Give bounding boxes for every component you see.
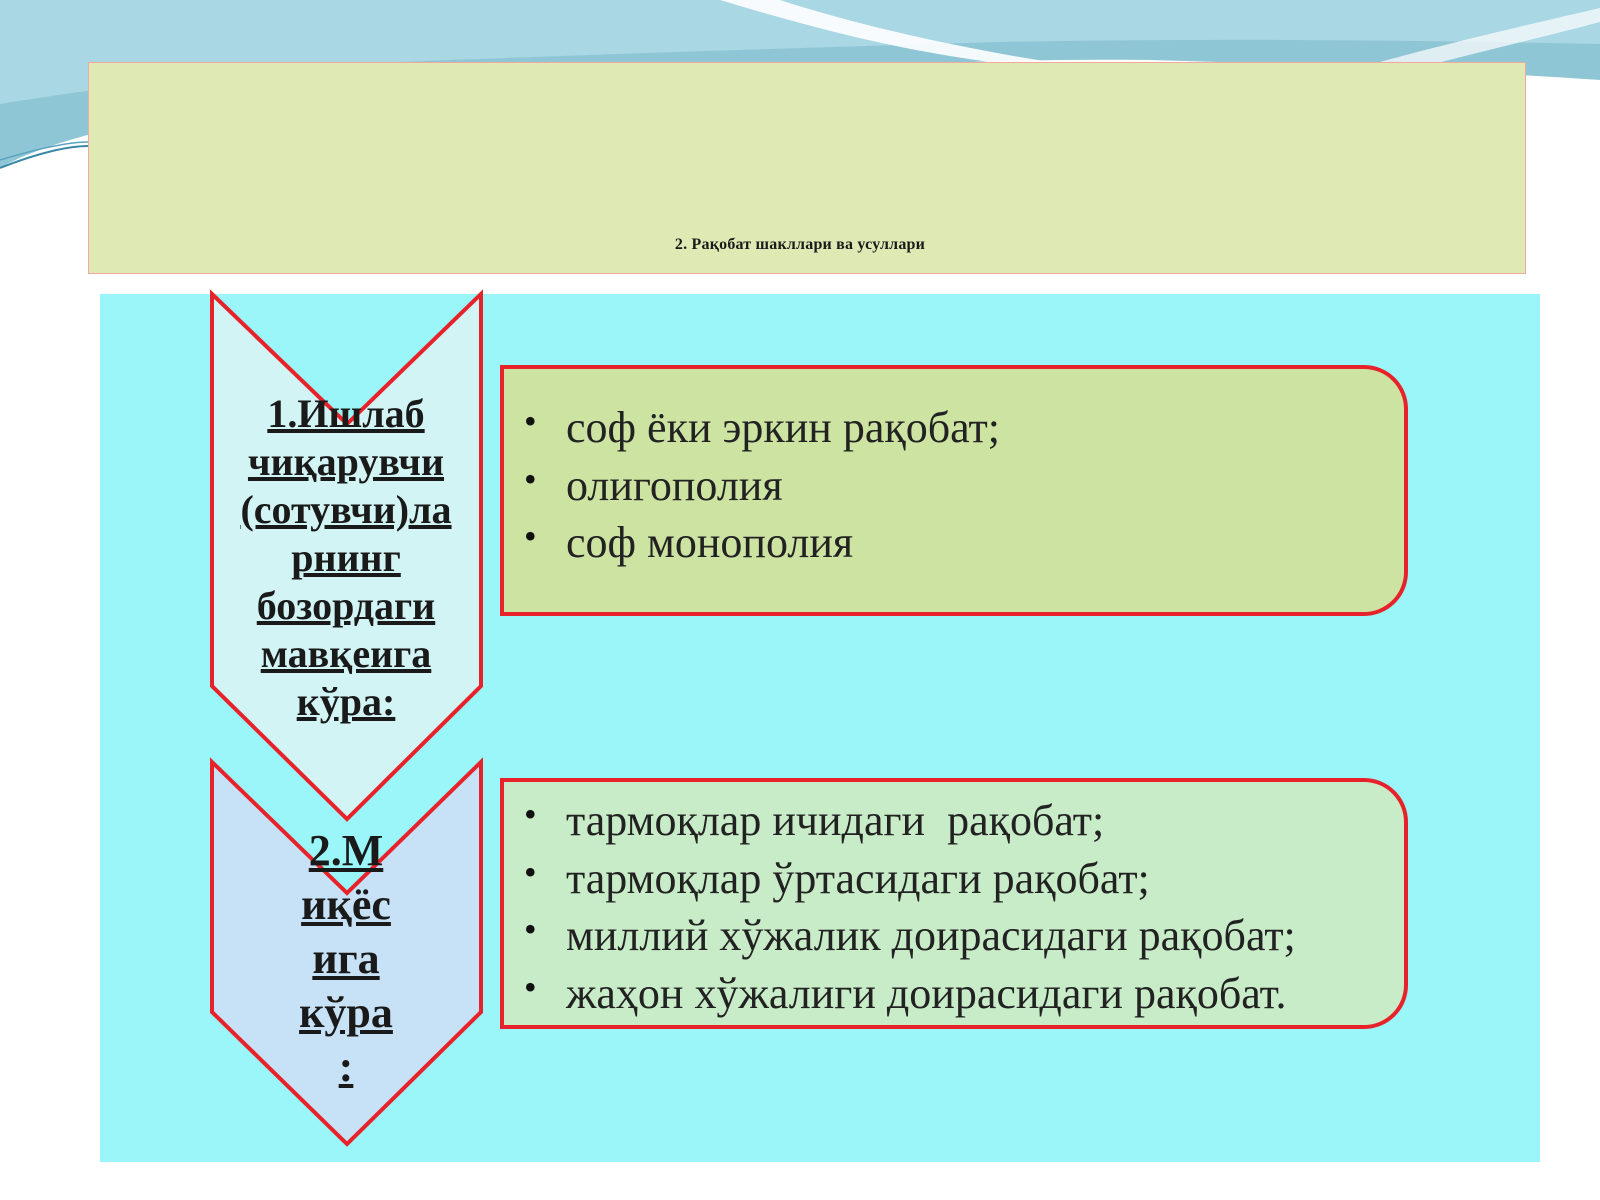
list-item: • соф ёки эркин рақобат; [524, 399, 1000, 457]
category-box-scale [500, 778, 1408, 1029]
list-item: • олигополия [524, 457, 1000, 515]
group-label-position: 1.Ишлаб чиқарувчи (сотувчи)ла рнинг бозордаги мавқеига кўра: [240, 391, 452, 724]
bullet-icon: • [524, 458, 537, 499]
category-list-scale [524, 792, 1296, 1022]
list-item: • соф монополия [524, 514, 1000, 572]
category-list-position [524, 399, 1000, 572]
bullet-icon: • [524, 516, 537, 556]
list-item: • тармоқлар ичидаги рақобат; [524, 792, 1296, 850]
bullet-icon: • [524, 966, 537, 1007]
category-box-position [500, 365, 1408, 616]
bullet-icon: • [524, 851, 537, 892]
list-item: • миллий хўжалик доирасидаги рақобат; [524, 907, 1296, 965]
list-item: • жаҳон хўжалиги доирасидаги рақобат. [524, 965, 1296, 1023]
group-label-scale: 2.М иқёс ига кўра : [299, 826, 393, 1091]
bullet-icon: • [524, 401, 537, 441]
list-item: • тармоқлар ўртасидаги рақобат; [524, 850, 1296, 908]
bullet-icon: • [524, 909, 537, 949]
slide-title: 2. Рақобат шакллари ва усуллари [674, 236, 926, 253]
bullet-icon: • [524, 794, 537, 834]
